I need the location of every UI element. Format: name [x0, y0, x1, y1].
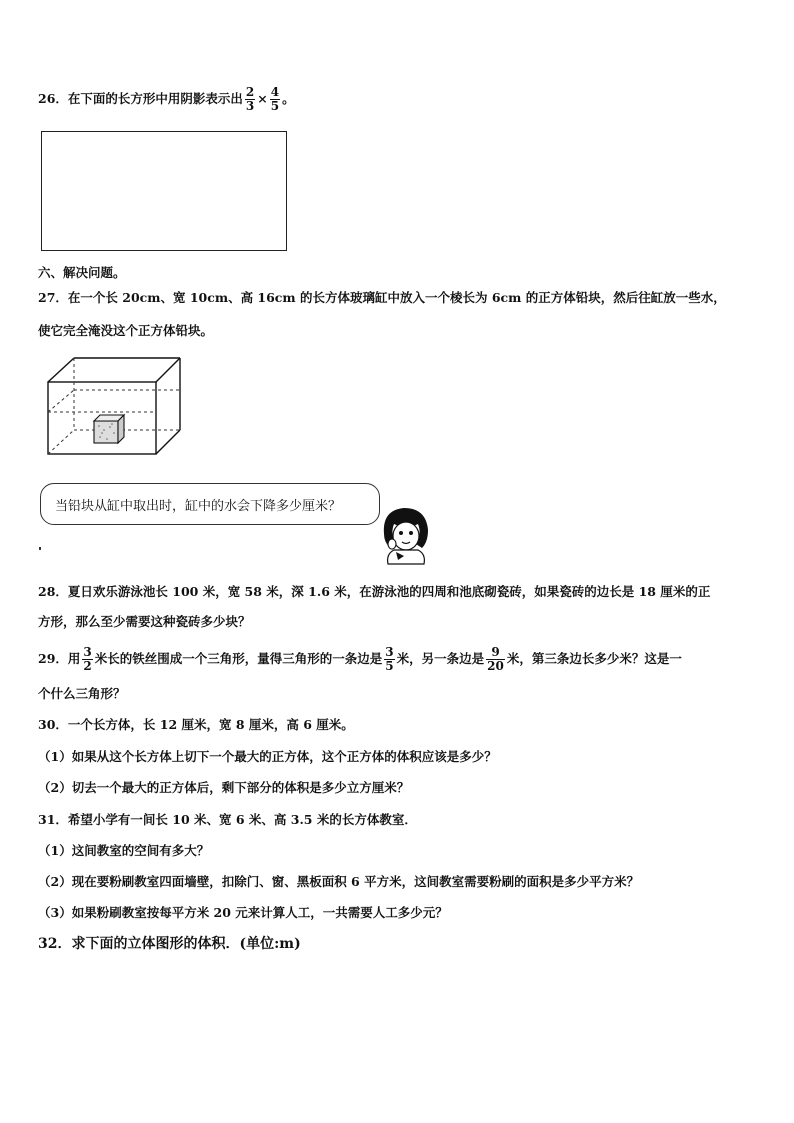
bubble-question: 当铅块从缸中取出时，缸中的水会下降多少厘米？: [55, 499, 342, 514]
fraction-2-3: $\frac{2}{3}$: [245, 85, 255, 113]
q26-line: 26．在下面的长方形中用阴影表示出 $\frac{2}{3}$ × $\frac{4}{5}$ 。: [38, 85, 295, 113]
q30-sub1: （1）如果从这个长方体上切下一个最大的正方体，这个正方体的体积应该是多少？: [38, 749, 497, 764]
speech-bubble: [40, 483, 380, 525]
glass-tank-diagram: [44, 354, 184, 458]
stray-mark: [39, 547, 41, 550]
q26-prefix: 26．在下面的长方形中用阴影表示出: [38, 91, 243, 106]
fraction-3-2: $\frac{3}{2}$: [83, 645, 92, 673]
shading-rectangle: [41, 131, 287, 251]
q27-line1: 27．在一个长 20cm、宽 10cm、高 16cm 的长方体玻璃缸中放入一个棱长为 6cm 的正方体铅块，然后往缸放一些水，: [38, 290, 726, 305]
q31-sub2: （2）现在要粉刷教室四面墙壁，扣除门、窗、黑板面积 6 平方米，这间教室需要粉刷的面积是多少平方米？: [38, 874, 640, 889]
q32-line: 32．求下面的立体图形的体积．(单位:m): [38, 936, 301, 952]
q30-sub2: （2）切去一个最大的正方体后，剩下部分的体积是多少立方厘米？: [38, 780, 410, 795]
q31-sub3: （3）如果粉刷教室按每平方米 20 元来计算人工，一共需要人工多少元？: [38, 905, 448, 920]
q31-sub1: （1）这间教室的空间有多大？: [38, 843, 210, 858]
times-sign: ×: [257, 91, 268, 106]
q29-line2: 个什么三角形？: [38, 686, 126, 701]
q28-line2: 方形，那么至少需要这种瓷砖多少块？: [38, 614, 251, 629]
girl-illustration: [376, 500, 436, 566]
q29-line1: 29．用 $\frac{3}{2}$ 米长的铁丝围成一个三角形，量得三角形的一条边是 $\frac{3}{5}$ 米，另一条边是 $\frac{9}{20}$ 米，第三条边长多少米？这是一: [38, 645, 682, 673]
q31-stem: 31．希望小学有一间长 10 米、宽 6 米、高 3.5 米的长方体教室．: [38, 812, 417, 827]
section-six-heading: 六、解决问题。: [38, 265, 126, 280]
fraction-9-20: $\frac{9}{20}$: [487, 645, 504, 673]
q28-line1: 28．夏日欢乐游泳池长 100 米，宽 58 米，深 1.6 米，在游泳池的四周和池底砌瓷砖，如果瓷砖的边长是 18 厘米的正: [38, 584, 711, 599]
fraction-3-5: $\frac{3}{5}$: [385, 645, 394, 673]
fraction-4-5: $\frac{4}{5}$: [270, 85, 280, 113]
q27-line2: 使它完全淹没这个正方体铅块。: [38, 323, 214, 338]
q30-stem: 30．一个长方体，长 12 厘米，宽 8 厘米，高 6 厘米。: [38, 717, 354, 732]
